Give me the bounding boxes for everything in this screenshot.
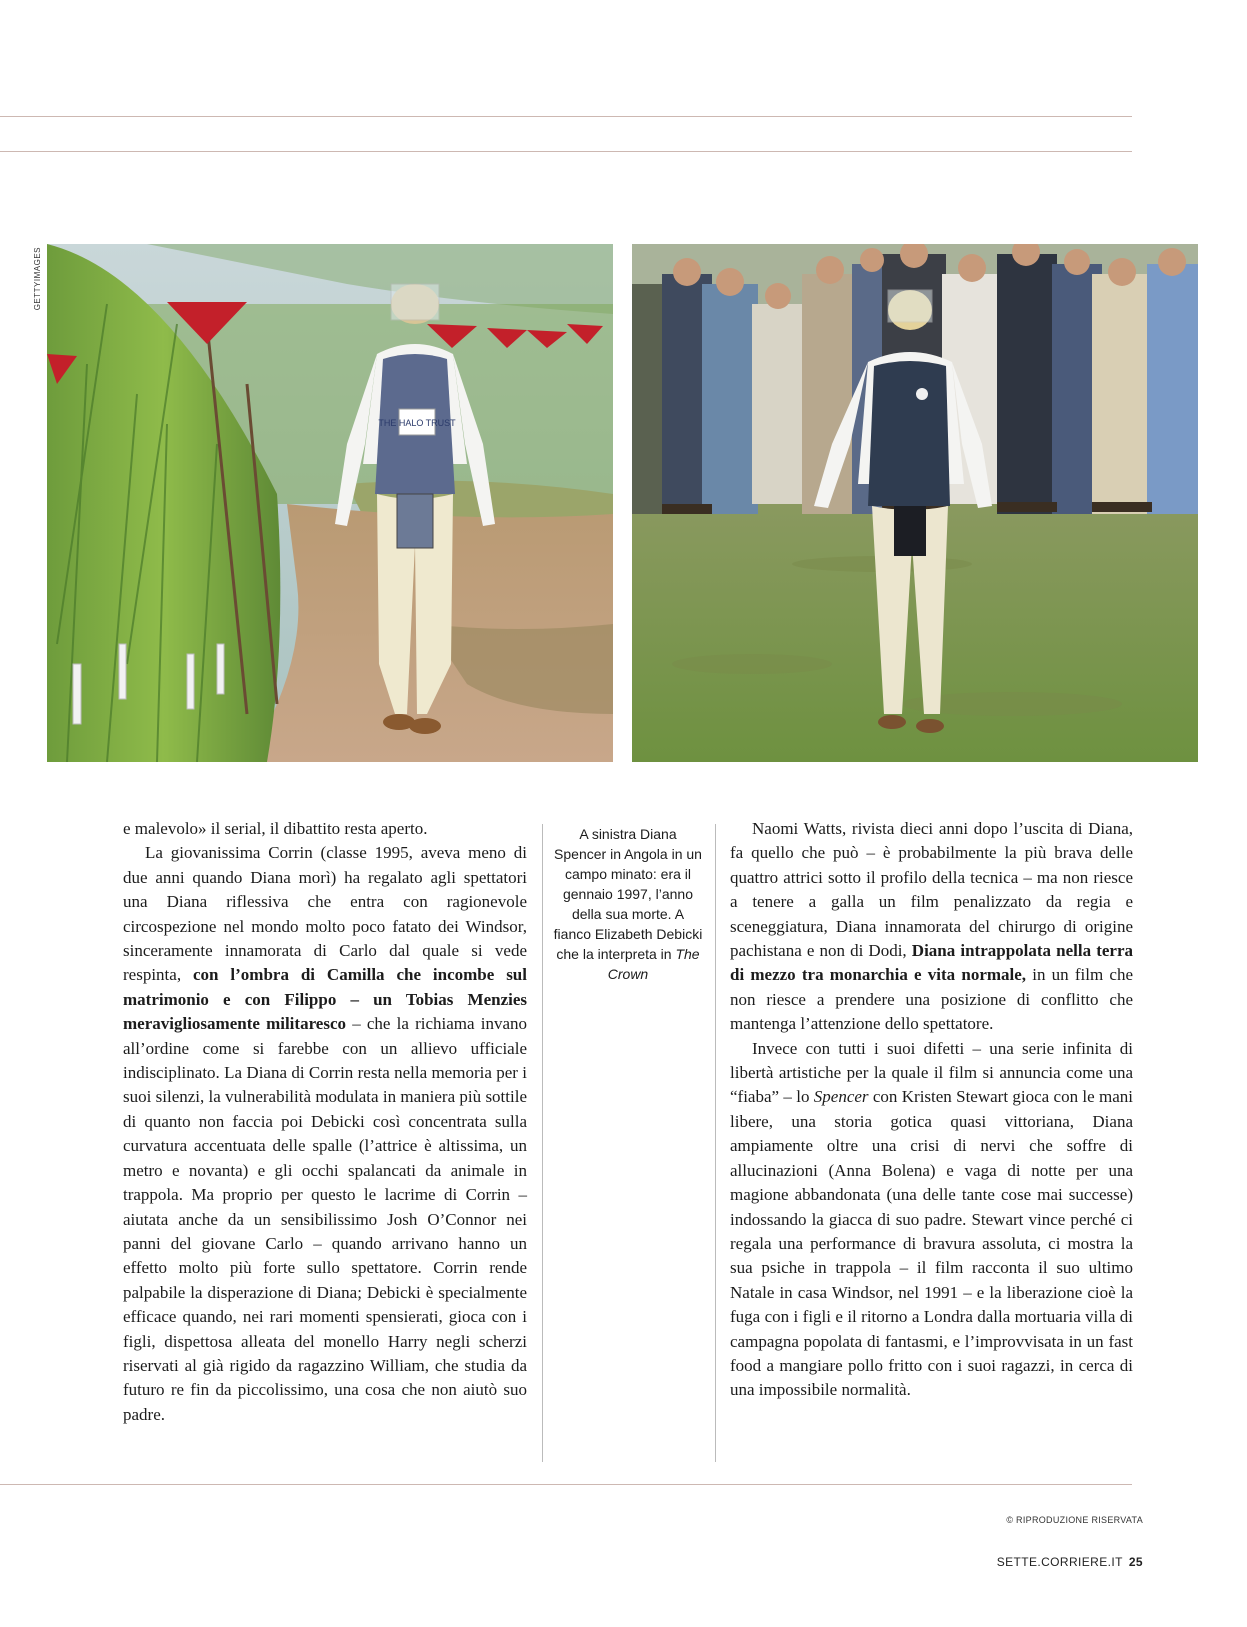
bottom-rule bbox=[0, 1484, 1132, 1485]
column-divider bbox=[715, 824, 716, 1462]
bold-highlight: con l’ombra di Camilla che incombe sul matrimonio e con Filippo – un Tobias Menzies meravigliosamente militaresco bbox=[123, 965, 527, 1034]
top-rule-1 bbox=[0, 116, 1132, 117]
caption-title: The Crown bbox=[607, 946, 700, 982]
vest-sign: THE HALO TRUST bbox=[378, 418, 456, 428]
bold-highlight: Diana intrappolata nella terra di mezzo tra monarchia e vita normale, bbox=[730, 941, 1133, 985]
paragraph: Naomi Watts, rivista dieci anni dopo l’uscita di Diana, fa quello che può – è probabilmente la più brava delle quattro attrici sotto il profilo della tecnica – ma non riesce a tenere a galla un film penalizzato da regia e sceneggiatura, Diana innamorata del chirurgo di origine pachistana e non di Dodi, Diana intrappolata nella terra di mezzo tra monarchia e vita normale, in un film che non riesce a prendere una posizione di conflitto che mantenga l’attenzione dello spettatore. bbox=[730, 819, 1133, 1034]
page-number: 25 bbox=[1128, 1555, 1143, 1569]
top-rule-2 bbox=[0, 151, 1132, 152]
column-divider bbox=[542, 824, 543, 1462]
film-title: Spencer bbox=[813, 1087, 869, 1107]
photo-diana-angola bbox=[47, 244, 613, 762]
photo-caption: A sinistra Diana Spencer in Angola in un campo minato: era il gennaio 1997, l’anno della sua morte. A fianco Elizabeth Debicki che la interpreta in The Crown bbox=[553, 826, 703, 982]
copyright-notice: © RIPRODUZIONE RISERVATA bbox=[1006, 1515, 1143, 1525]
paragraph: Invece con tutti i suoi difetti – una serie infinita di libertà artistiche per la quale il film si annuncia come una “fiaba” – lo Spencer con Kristen Stewart gioca con le mani libere, una storia gotica quasi vittoriana, Diana ampiamente oltre una crisi di nervi che soffre di allucinazioni (Anna Bolena) e vaga di notte per una magione abbandonata (una delle tante cose mai successe) indossando la giacca di suo padre. Stewart vince perché ci regala una performance di bravura assoluta, ci mostra la sua psiche in trappola – il film racconta il suo ultimo Natale in casa Windsor, nel 1991 – e la liberazione cioè la fuga con i figli e il ritorno a Londra dalla mortuaria villa di campagna popolata di fantasmi, e l’improvvisata in un fast food a mangiare pollo fritto con i suoi ragazzi, in cerca di una impossibile normalità. bbox=[730, 1038, 1133, 1400]
photo-credit: GETTYIMAGES bbox=[33, 247, 42, 311]
site-name: SETTE.CORRIERE.IT bbox=[996, 1555, 1123, 1569]
photo-debicki-the-crown bbox=[632, 244, 1198, 762]
page-folio bbox=[997, 1555, 1143, 1569]
paragraph: e malevolo» il serial, il dibattito resta aperto. bbox=[123, 819, 428, 838]
article-column-left bbox=[123, 817, 527, 1427]
article-column-right bbox=[730, 817, 1133, 1403]
paragraph: La giovanissima Corrin (classe 1995, aveva meno di due anni quando Diana morì) ha regalato agli spettatori una Diana riflessiva che entra con ragionevole circospezione nel mondo molto poco fatato dei Windsor, sinceramente innamorata di Carlo dal quale si vede respinta, con l’ombra di Camilla che incombe sul matrimonio e con Filippo – un Tobias Menzies meravigliosamente militaresco – che la richiama invano all’ordine come si farebbe con un allievo ufficiale indisciplinato. La Diana di Corrin resta nella memoria per i suoi silenzi, la vulnerabilità modulata in maniera più sottile di quanto non faccia poi Debicki così concentrata sulla curvatura accentuata delle spalle (l’attrice è altissima, un metro e novanta) e gli occhi spalancati da animale in trappola. Ma proprio per questo le lacrime di Corrin – aiutata anche da un sensibilissimo Josh O’Connor nei panni del giovane Carlo – quando arrivano hanno un effetto molto più forte sullo spettatore. Corrin rende palpabile la disperazione di Diana; Debicki è specialmente efficace quando, nei rari momenti spensierati, gioca con i figli, dispettosa alleata del monello Harry negli scherzi riservati al già rigido da ragazzino William, che studia da futuro re fin da piccolissimo, una cosa che non aiutò suo padre. bbox=[123, 843, 527, 1424]
